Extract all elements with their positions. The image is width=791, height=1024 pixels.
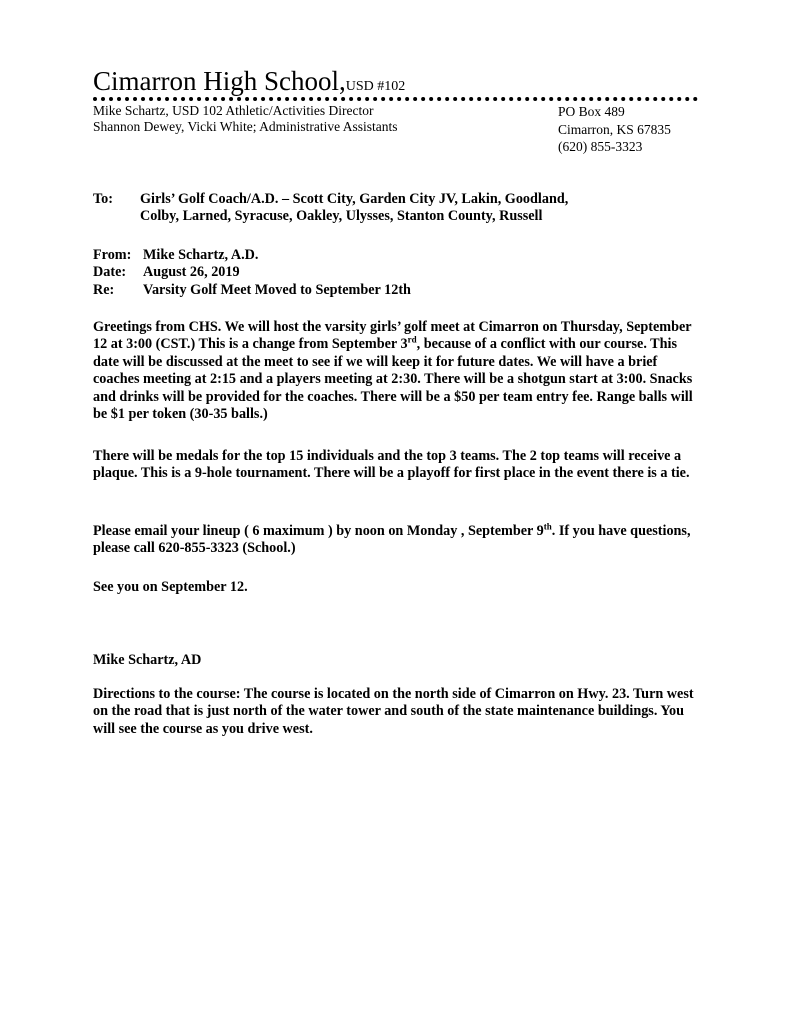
dotted-divider bbox=[93, 97, 698, 101]
staff-block bbox=[93, 103, 398, 135]
address-city: Cimarron, KS 67835 bbox=[558, 121, 671, 137]
staff-line-director: Mike Schartz, USD 102 Athletic/Activities Director bbox=[93, 103, 374, 118]
paragraph-greeting-text1: Greetings from CHS. We will host the varsity girls’ golf meet at Cimarron on Thursday, September 12 at 3:00 (CST.) This is a change from September 3 bbox=[93, 319, 692, 353]
re-value: Varsity Golf Meet Moved to September 12th bbox=[143, 281, 411, 298]
paragraph-lineup bbox=[93, 523, 693, 558]
staff-line-assistants: Shannon Dewey, Vicki White; Administrative Assistants bbox=[93, 119, 398, 134]
address-phone: (620) 855-3323 bbox=[558, 139, 643, 154]
paragraph-directions: Directions to the course: The course is located on the north side of Cimarron on Hwy. 23. Turn west on the road that is just north of the water tower and south of the state maintenance buildings. You will see the course as you drive west. bbox=[93, 686, 694, 737]
date-label: Date: bbox=[93, 264, 127, 281]
to-block bbox=[93, 191, 713, 226]
signature: Mike Schartz, AD bbox=[93, 652, 202, 668]
date-value: August 26, 2019 bbox=[143, 264, 240, 281]
paragraph-lineup-text1: Please email your lineup ( 6 maximum ) by noon on Monday , September 9 bbox=[93, 523, 544, 539]
paragraph-lineup-text2: . If you have questions, please call 620-855-3323 (School.) bbox=[93, 523, 691, 557]
district-number: USD #102 bbox=[345, 79, 406, 94]
from-label: From: bbox=[93, 247, 132, 263]
to-recipients-line2: Colby, Larned, Syracuse, Oakley, Ulysses, Stanton County, Russell bbox=[140, 208, 543, 225]
memo-header bbox=[93, 247, 411, 299]
school-name: Cimarron High School, bbox=[93, 66, 346, 96]
from-value: Mike Schartz, A.D. bbox=[143, 247, 259, 263]
address-block bbox=[558, 103, 671, 156]
paragraph-greeting-text2: , because of a conflict with our course. This date will be discussed at the meet to see if we will keep it for future dates. We will have a brief coaches meeting at 2:15 and a players meeting at 2:30. There will be a shotgun start at 3:00. Snacks and drinks will be provided for the coaches. There will be a $50 per team entry fee. Range balls will be $1 per token (30-35 balls.) bbox=[93, 336, 693, 423]
paragraph-greeting bbox=[93, 319, 693, 423]
ordinal-superscript: rd bbox=[407, 334, 417, 345]
address-po-box: PO Box 489 bbox=[558, 104, 625, 119]
paragraph-closing: See you on September 12. bbox=[93, 579, 248, 595]
ordinal-superscript: th bbox=[543, 521, 552, 532]
to-label: To: bbox=[93, 191, 113, 207]
re-label: Re: bbox=[93, 281, 115, 298]
to-recipients-line1: Girls’ Golf Coach/A.D. – Scott City, Garden City JV, Lakin, Goodland, bbox=[140, 191, 569, 207]
paragraph-awards: There will be medals for the top 15 individuals and the top 3 teams. The 2 top teams will receive a plaque. This is a 9-hole tournament. There will be a playoff for first place in the event there is a tie. bbox=[93, 448, 690, 482]
